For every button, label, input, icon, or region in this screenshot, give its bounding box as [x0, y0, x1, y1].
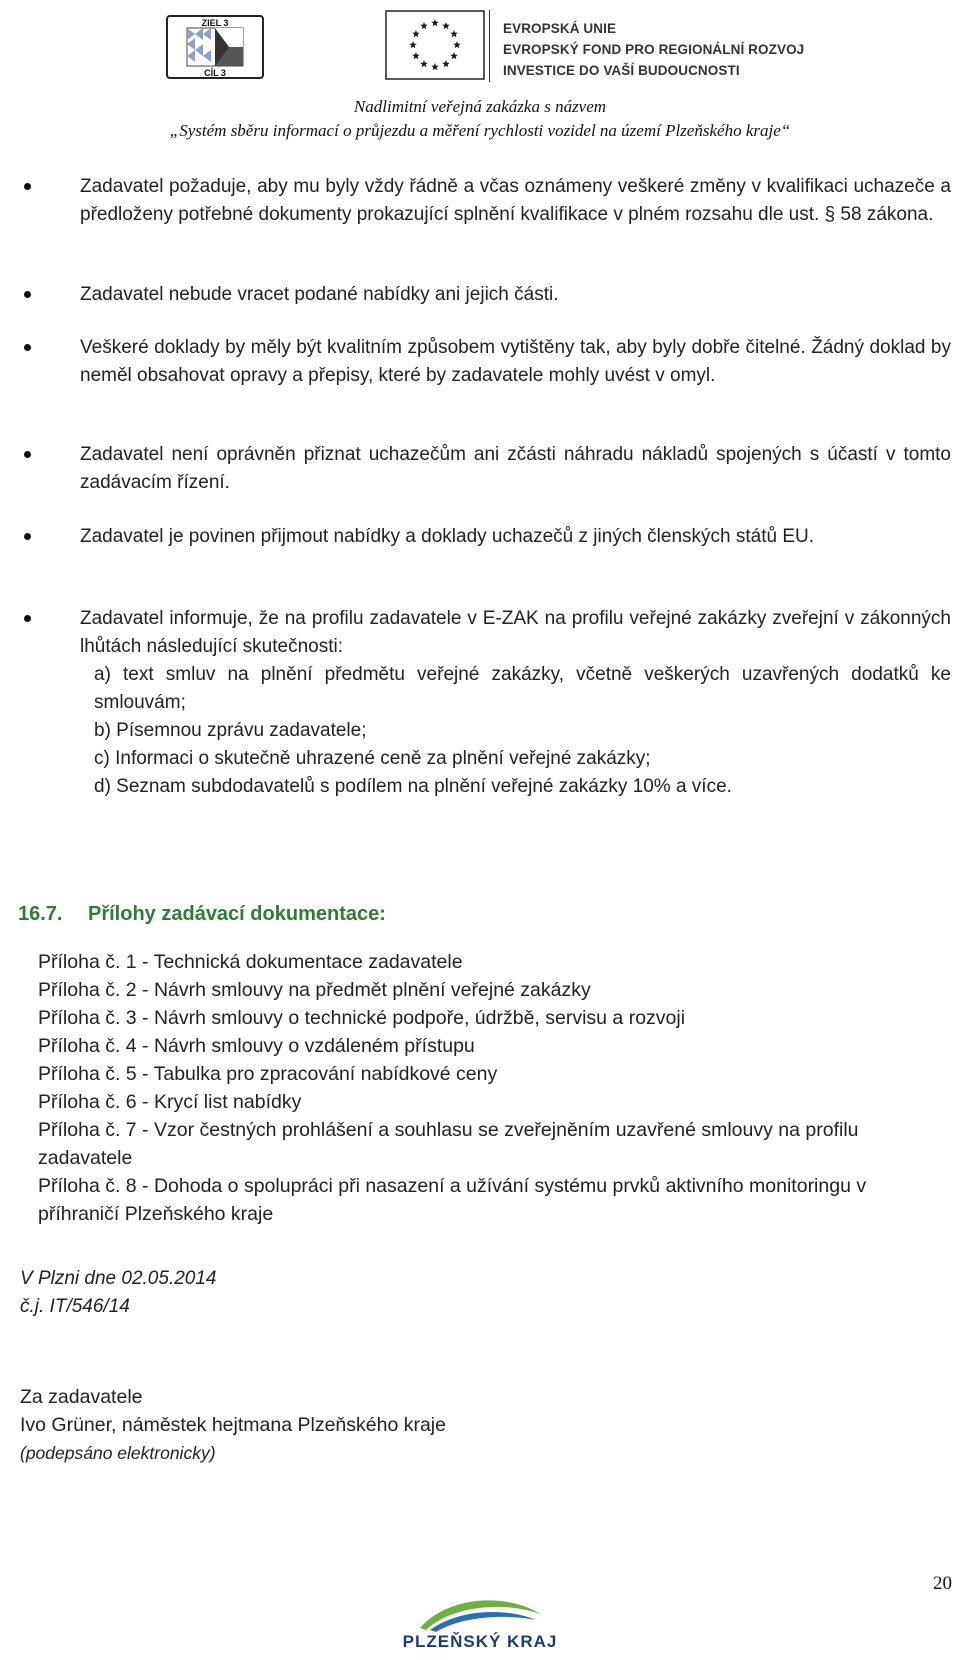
publication-item-b: b) Písemnou zprávu zadavatele;: [94, 720, 367, 741]
page-number: 20: [933, 1573, 952, 1594]
bullet-icon: [24, 183, 31, 190]
section-number: 16.7.: [18, 903, 63, 925]
list-item-text: Veškeré doklady by měly být kvalitním způsobem vytištěny tak, aby byly dobře čitelné. Žádný doklad by neměl obsahovat opravy a přepisy, které by zadavatele mohly uvést v omyl.: [80, 337, 951, 386]
list-item-text: Zadavatel je povinen přijmout nabídky a doklady uchazečů z jiných členských států EU.: [80, 526, 815, 547]
bullet-icon: [24, 291, 31, 298]
list-item-text: Zadavatel požaduje, aby mu byly vždy řádně a včas oznámeny veškeré změny v kvalifikaci uchazeče a předloženy potřebné dokumenty prokazující splnění kvalifikace v plném rozsahu dle ust. § 58 zákona.: [80, 176, 951, 225]
attachment-item: Příloha č. 1 - Technická dokumentace zadavatele: [38, 951, 463, 973]
eu-fund-text: [503, 18, 804, 81]
attachment-item: Příloha č. 6 - Krycí list nabídky: [38, 1091, 302, 1113]
list-item-text: Zadavatel není oprávněn přiznat uchazečům ani zčásti náhradu nákladů spojených s účastí v tomto zadávacím řízení.: [80, 444, 951, 493]
eu-line-3: INVESTICE DO VAŠÍ BUDOUCNOSTI: [503, 63, 740, 78]
place-date-block: [20, 1265, 217, 1321]
publication-item-c: c) Informaci o skutečně uhrazené ceně za plnění veřejné zakázky;: [94, 748, 651, 769]
signature-block: [20, 1383, 446, 1467]
eu-line-1: EVROPSKÁ UNIE: [503, 21, 617, 36]
signature-for: Za zadavatele: [20, 1386, 143, 1408]
bullet-icon: [24, 615, 31, 622]
list-item-text: Zadavatel nebude vracet podané nabídky ani jejich části.: [80, 284, 559, 305]
swoosh-icon: [390, 1588, 570, 1634]
bullet-icon: [24, 533, 31, 540]
tender-subtitle-line-2: „Systém sběru informací o průjezdu a měření rychlosti vozidel na území Plzeňského kraje“: [169, 121, 791, 140]
page-header: [0, 0, 960, 150]
tender-subtitle-line-1: Nadlimitní veřejná zakázka s názvem: [353, 97, 607, 116]
attachment-item: Příloha č. 7 - Vzor čestných prohlášení a souhlasu se zveřejněním uzavřené smlouvy na profilu zadavatele: [38, 1119, 859, 1169]
attachment-item: Příloha č. 8 - Dohoda o spolupráci při nasazení a užívání systému prvků aktivního monitoringu v příhraničí Plzeňského kraje: [38, 1175, 867, 1225]
reference-number: č.j. IT/546/14: [20, 1296, 130, 1317]
section-title: Přílohy zadávací dokumentace:: [88, 903, 386, 925]
section-heading: [18, 903, 386, 926]
publication-item-a: a) text smluv na plnění předmětu veřejné zakázky, včetně veškerých uzavřených dodatků ke smlouvám;: [94, 664, 951, 713]
signatory-name: Ivo Grüner, náměstek hejtmana Plzeňského kraje: [20, 1414, 446, 1436]
publication-intro: Zadavatel informuje, že na profilu zadavatele v E-ZAK na profilu veřejné zakázky zveřejní v zákonných lhůtách následující skutečnosti:: [80, 608, 951, 657]
plzensky-kraj-logo: [390, 1588, 570, 1656]
attachment-item: Příloha č. 3 - Návrh smlouvy o technické podpoře, údržbě, servisu a rozvoji: [38, 1007, 686, 1029]
cil-label: CÍL 3: [204, 68, 226, 78]
bullet-icon: [24, 451, 31, 458]
publication-item-d: d) Seznam subdodavatelů s podílem na plnění veřejné zakázky 10% a více.: [94, 776, 732, 797]
attachment-item: Příloha č. 2 - Návrh smlouvy na předmět plnění veřejné zakázky: [38, 979, 591, 1001]
attachment-item: Příloha č. 4 - Návrh smlouvy o vzdáleném přístupu: [38, 1035, 475, 1057]
ziel-label: ZIEL 3: [201, 18, 229, 28]
eu-line-2: EVROPSKÝ FOND PRO REGIONÁLNÍ ROZVOJ: [503, 42, 805, 57]
plzensky-kraj-label: PLZEŇSKÝ KRAJ: [402, 1632, 558, 1651]
place-date: V Plzni dne 02.05.2014: [20, 1268, 217, 1289]
header-divider: [489, 10, 490, 82]
signature-note: (podepsáno elektronicky): [20, 1443, 216, 1463]
list-item-text: [80, 605, 951, 801]
bullet-icon: [24, 344, 31, 351]
attachments-list: [38, 948, 938, 1228]
ziel3-cil3-logo: [165, 14, 265, 80]
attachment-item: Příloha č. 5 - Tabulka pro zpracování nabídkové ceny: [38, 1063, 498, 1085]
eu-flag-logo: [385, 10, 485, 80]
